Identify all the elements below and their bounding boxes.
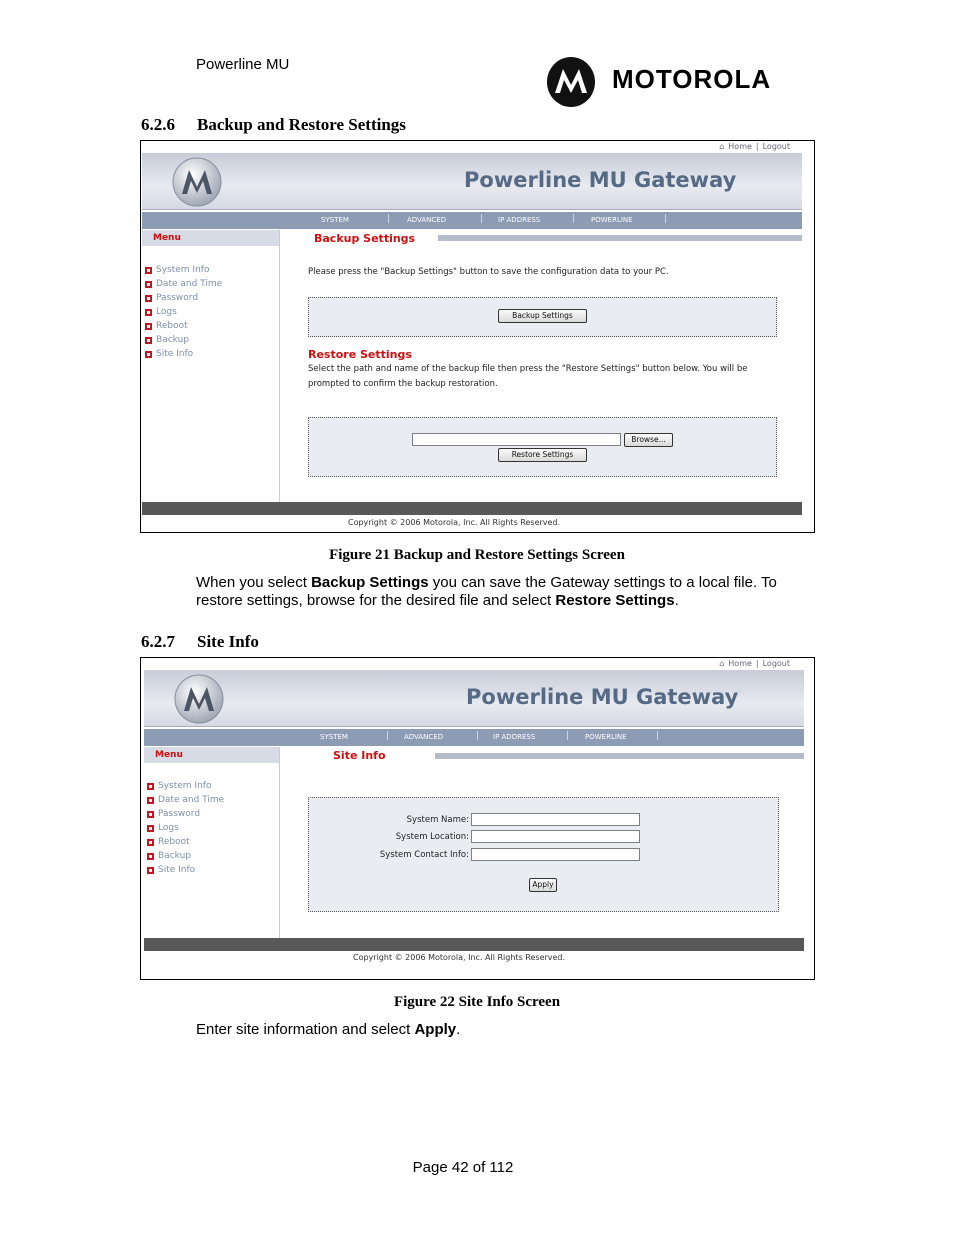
logout-link[interactable]: Logout: [762, 142, 790, 151]
section-number: 6.2.7: [141, 632, 175, 651]
nav-separator: |: [656, 731, 660, 741]
bullet-icon: [147, 783, 154, 790]
menu-item-backup[interactable]: Backup: [147, 849, 224, 863]
main-nav: [142, 212, 802, 229]
main-nav: [144, 729, 804, 746]
menu-header: [144, 747, 279, 763]
menu-item-site-info[interactable]: Site Info: [147, 863, 224, 877]
copyright: Copyright © 2006 Motorola, Inc. All Rights Reserved.: [348, 518, 561, 527]
menu-item-backup[interactable]: Backup: [145, 333, 222, 347]
figure-21-caption: Figure 21 Backup and Restore Settings Screen: [329, 547, 625, 563]
restore-settings-button[interactable]: Restore Settings: [498, 448, 587, 462]
title-rule: [438, 235, 802, 241]
system-location-input[interactable]: [471, 830, 640, 843]
menu-item-password[interactable]: Password: [145, 291, 222, 305]
site-info-screenshot: [140, 657, 815, 980]
page-title: Site Info: [333, 749, 386, 762]
section-number: 6.2.6: [141, 115, 175, 134]
menu-item-site-info[interactable]: Site Info: [145, 347, 222, 361]
nav-separator: |: [572, 214, 576, 224]
home-link[interactable]: Home: [728, 659, 752, 668]
menu-item-system-info[interactable]: System Info: [147, 779, 224, 793]
bullet-icon: [145, 295, 152, 302]
menu-item-date-time[interactable]: Date and Time: [147, 793, 224, 807]
restore-box: [308, 417, 777, 477]
header-product: Powerline MU: [196, 56, 290, 73]
side-menu: [147, 779, 224, 877]
nav-advanced[interactable]: ADVANCED: [404, 733, 444, 741]
top-links: [717, 659, 792, 668]
nav-system[interactable]: SYSTEM: [320, 733, 348, 741]
bullet-icon: [147, 797, 154, 804]
home-icon: ⌂: [719, 659, 725, 668]
restore-instructions-1: Select the path and name of the backup file then press the "Restore Settings" button below. You will be: [308, 364, 748, 374]
menu-divider: [279, 747, 280, 950]
backup-box: [308, 297, 777, 337]
nav-advanced[interactable]: ADVANCED: [407, 216, 447, 224]
nav-system[interactable]: SYSTEM: [321, 216, 349, 224]
nav-separator: |: [476, 731, 480, 741]
bullet-icon: [147, 853, 154, 860]
nav-separator: |: [386, 731, 390, 741]
top-links-separator: |: [755, 659, 759, 668]
bullet-icon: [147, 839, 154, 846]
bullet-icon: [147, 867, 154, 874]
menu-divider: [279, 230, 280, 503]
system-contact-input[interactable]: [471, 848, 640, 861]
logout-link[interactable]: Logout: [762, 659, 790, 668]
file-path-input[interactable]: [412, 433, 621, 446]
gateway-title: Powerline MU Gateway: [466, 685, 739, 709]
gateway-title: Powerline MU Gateway: [464, 168, 737, 192]
section-heading-backup: [141, 115, 406, 135]
system-contact-label: System Contact Info:: [379, 850, 469, 860]
nav-ip-address[interactable]: IP ADDRESS: [498, 216, 541, 224]
gateway-banner: [144, 670, 804, 727]
home-link[interactable]: Home: [728, 142, 752, 151]
bullet-icon: [145, 337, 152, 344]
bottom-bar: [144, 938, 804, 951]
home-icon: ⌂: [719, 142, 725, 151]
top-links: [717, 142, 792, 151]
menu-item-logs[interactable]: Logs: [145, 305, 222, 319]
backup-restore-screenshot: [140, 140, 815, 533]
nav-powerline[interactable]: POWERLINE: [585, 733, 627, 741]
nav-separator: |: [480, 214, 484, 224]
paragraph-backup: When you select Backup Settings you can save the Gateway settings to a local file. To restore settings, browse for the desired file and select Restore Settings.: [196, 574, 777, 609]
bullet-icon: [145, 323, 152, 330]
nav-separator: |: [664, 214, 668, 224]
restore-title: Restore Settings: [308, 348, 412, 361]
bullet-icon: [147, 825, 154, 832]
menu-item-reboot[interactable]: Reboot: [147, 835, 224, 849]
nav-powerline[interactable]: POWERLINE: [591, 216, 633, 224]
section-title: Backup and Restore Settings: [197, 115, 406, 134]
figure-22-caption: Figure 22 Site Info Screen: [393, 994, 561, 1010]
backup-settings-button[interactable]: Backup Settings: [498, 309, 587, 323]
menu-title: Menu: [153, 233, 181, 243]
gateway-banner: [142, 153, 802, 210]
bullet-icon: [145, 267, 152, 274]
apply-button[interactable]: Apply: [529, 878, 557, 892]
system-name-input[interactable]: [471, 813, 640, 826]
page-number: Page 42 of 112: [412, 1159, 514, 1176]
restore-instructions-2: prompted to confirm the backup restoration.: [308, 379, 498, 389]
menu-item-system-info[interactable]: System Info: [145, 263, 222, 277]
paragraph-site-info: Enter site information and select Apply.: [196, 1021, 461, 1038]
motorola-emblem-icon: [174, 674, 224, 724]
page-title: Backup Settings: [314, 232, 416, 245]
menu-title: Menu: [155, 750, 183, 760]
title-rule: [435, 753, 804, 759]
menu-item-reboot[interactable]: Reboot: [145, 319, 222, 333]
system-location-label: System Location:: [395, 832, 469, 842]
copyright: Copyright © 2006 Motorola, Inc. All Rights Reserved.: [353, 953, 566, 962]
menu-header: [142, 230, 279, 246]
system-name-label: System Name:: [406, 815, 469, 825]
section-heading-site-info: [141, 632, 259, 652]
browse-button[interactable]: Browse...: [624, 433, 673, 447]
bullet-icon: [145, 309, 152, 316]
section-title: Site Info: [197, 632, 259, 651]
bottom-bar: [142, 502, 802, 515]
nav-separator: |: [387, 214, 391, 224]
side-menu: [145, 263, 222, 361]
nav-separator: |: [566, 731, 570, 741]
nav-ip-address[interactable]: IP ADDRESS: [493, 733, 536, 741]
site-info-form: [308, 797, 779, 912]
menu-item-date-time[interactable]: Date and Time: [145, 277, 222, 291]
bullet-icon: [145, 351, 152, 358]
motorola-emblem-icon: [172, 157, 222, 207]
brand-wordmark: MOTOROLA: [612, 64, 772, 94]
top-links-separator: |: [755, 142, 759, 151]
menu-item-password[interactable]: Password: [147, 807, 224, 821]
menu-item-logs[interactable]: Logs: [147, 821, 224, 835]
bullet-icon: [145, 281, 152, 288]
bullet-icon: [147, 811, 154, 818]
backup-instructions: Please press the "Backup Settings" button to save the configuration data to your PC.: [308, 267, 669, 277]
